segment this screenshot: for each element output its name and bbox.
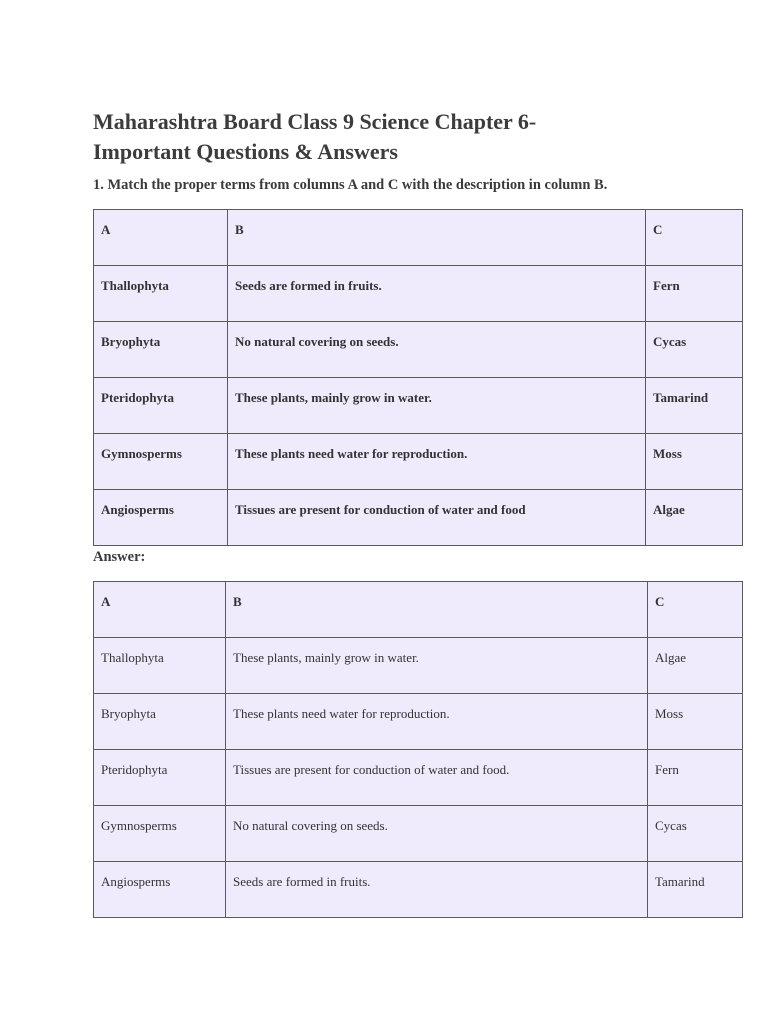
- table-row: [94, 434, 743, 490]
- cell-c: Tamarind: [648, 862, 743, 918]
- cell-b: Tissues are present for conduction of water and food: [228, 490, 646, 546]
- page-title-line-1: Maharashtra Board Class 9 Science Chapter 6-: [93, 109, 537, 134]
- cell-b: Seeds are formed in fruits.: [226, 862, 648, 918]
- cell-c: Fern: [648, 750, 743, 806]
- cell-b: These plants need water for reproduction.: [226, 694, 648, 750]
- column-header-b: B: [226, 582, 648, 638]
- page-title: [93, 107, 653, 167]
- cell-c: Algae: [648, 638, 743, 694]
- table-row: [94, 862, 743, 918]
- cell-b: Seeds are formed in fruits.: [228, 266, 646, 322]
- column-header-b: B: [228, 210, 646, 266]
- cell-a: Bryophyta: [94, 694, 226, 750]
- cell-c: Algae: [646, 490, 743, 546]
- table-row: [94, 378, 743, 434]
- cell-c: Moss: [648, 694, 743, 750]
- cell-c: Moss: [646, 434, 743, 490]
- cell-a: Gymnosperms: [94, 434, 228, 490]
- cell-b: No natural covering on seeds.: [226, 806, 648, 862]
- cell-b: These plants, mainly grow in water.: [228, 378, 646, 434]
- table-row: [94, 806, 743, 862]
- table-header-row: [94, 582, 743, 638]
- cell-a: Thallophyta: [94, 266, 228, 322]
- cell-b: No natural covering on seeds.: [228, 322, 646, 378]
- cell-a: Gymnosperms: [94, 806, 226, 862]
- cell-c: Cycas: [646, 322, 743, 378]
- answer-table: [93, 581, 743, 918]
- cell-a: Angiosperms: [94, 490, 228, 546]
- question-table: [93, 209, 743, 546]
- column-header-c: C: [646, 210, 743, 266]
- cell-b: Tissues are present for conduction of water and food.: [226, 750, 648, 806]
- table-row: [94, 638, 743, 694]
- answer-label: Answer:: [93, 549, 146, 565]
- cell-b: These plants, mainly grow in water.: [226, 638, 648, 694]
- table-row: [94, 694, 743, 750]
- table-row: [94, 490, 743, 546]
- table-row: [94, 322, 743, 378]
- cell-a: Pteridophyta: [94, 750, 226, 806]
- cell-a: Thallophyta: [94, 638, 226, 694]
- cell-a: Pteridophyta: [94, 378, 228, 434]
- table-row: [94, 750, 743, 806]
- column-header-a: A: [94, 210, 228, 266]
- cell-a: Angiosperms: [94, 862, 226, 918]
- column-header-a: A: [94, 582, 226, 638]
- table-row: [94, 266, 743, 322]
- question-text: 1. Match the proper terms from columns A and C with the description in column B.: [93, 177, 608, 193]
- table-header-row: [94, 210, 743, 266]
- page-title-line-2: Important Questions & Answers: [93, 139, 398, 164]
- column-header-c: C: [648, 582, 743, 638]
- cell-c: Cycas: [648, 806, 743, 862]
- cell-c: Tamarind: [646, 378, 743, 434]
- cell-a: Bryophyta: [94, 322, 228, 378]
- cell-c: Fern: [646, 266, 743, 322]
- cell-b: These plants need water for reproduction.: [228, 434, 646, 490]
